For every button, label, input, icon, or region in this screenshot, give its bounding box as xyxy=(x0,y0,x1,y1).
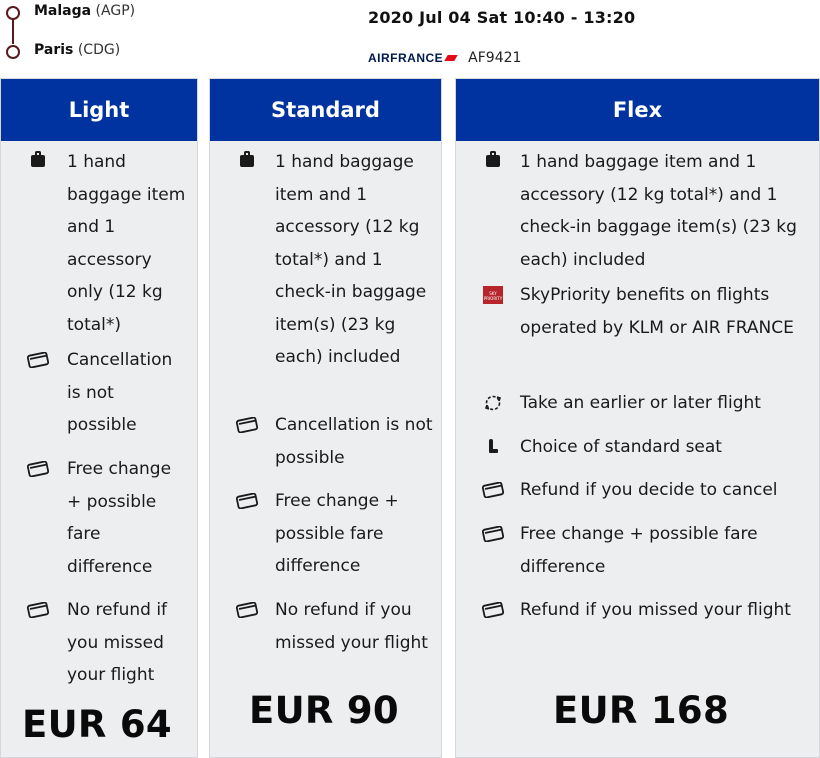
credit-card-icon xyxy=(27,351,49,369)
fare-name-light: Light xyxy=(1,79,197,141)
destination-stop xyxy=(6,41,120,59)
credit-card-icon xyxy=(482,601,504,619)
credit-card-icon xyxy=(236,492,258,510)
seat-icon xyxy=(482,438,504,456)
fare-name-flex: Flex xyxy=(456,79,819,141)
flight-change-icon xyxy=(482,394,504,412)
feature-text: Free change + possible fare difference xyxy=(520,524,758,577)
feature-text: Refund if you decide to cancel xyxy=(520,480,778,500)
destination-dot-icon xyxy=(6,45,20,59)
fare-card-standard[interactable] xyxy=(209,78,442,758)
feature-text: 1 hand baggage item and 1 accessory only (12 kg total*) xyxy=(67,152,186,335)
fare-card-light[interactable] xyxy=(0,78,198,758)
skypriority-icon: SKY PRIORITY xyxy=(482,286,504,304)
price-flex: EUR 168 xyxy=(553,689,730,732)
route-summary xyxy=(0,0,200,70)
baggage-icon xyxy=(236,152,258,170)
baggage-icon xyxy=(482,152,504,170)
feature-text: Choice of standard seat xyxy=(520,437,722,457)
feature-text: Cancellation is not possible xyxy=(275,415,433,468)
feature-text: Refund if you missed your flight xyxy=(520,600,791,620)
fare-name-standard: Standard xyxy=(210,79,441,141)
flight-number: AF9421 xyxy=(468,50,522,66)
price-light: EUR 64 xyxy=(22,703,172,746)
credit-card-icon xyxy=(27,601,49,619)
feature-text: Free change + possible fare difference xyxy=(67,459,172,577)
credit-card-icon xyxy=(482,525,504,543)
credit-card-icon xyxy=(236,416,258,434)
price-standard: EUR 90 xyxy=(249,689,399,732)
origin-code: (AGP) xyxy=(95,3,136,19)
airline-info xyxy=(368,50,521,66)
destination-code: (CDG) xyxy=(77,42,121,58)
feature-text: SkyPriority benefits on flights operated by KLM or AIR FRANCE xyxy=(520,285,794,338)
feature-text: Free change + possible fare difference xyxy=(275,491,399,576)
fare-card-flex[interactable] xyxy=(455,78,820,758)
destination-city: Paris xyxy=(34,42,74,58)
credit-card-icon xyxy=(236,601,258,619)
origin-stop xyxy=(6,2,135,20)
credit-card-icon xyxy=(27,460,49,478)
feature-text: No refund if you missed your flight xyxy=(275,600,428,653)
feature-text: 1 hand baggage item and 1 accessory (12 kg total*) and 1 check-in baggage item(s) (23 kg each) included xyxy=(275,152,427,367)
feature-text: Take an earlier or later flight xyxy=(520,393,761,413)
feature-text: Cancellation is not possible xyxy=(67,350,173,435)
credit-card-icon xyxy=(482,481,504,499)
origin-dot-icon xyxy=(6,6,20,20)
baggage-icon xyxy=(27,152,49,170)
feature-text: No refund if you missed your flight xyxy=(67,600,168,685)
air-france-logo: AIRFRANCE xyxy=(368,51,444,65)
origin-city: Malaga xyxy=(34,3,92,19)
feature-text: 1 hand baggage item and 1 accessory (12 kg total*) and 1 check-in baggage item(s) (23 kg each) included xyxy=(520,152,797,270)
air-france-logo-stripe xyxy=(444,55,457,61)
flight-datetime: 2020 Jul 04 Sat 10:40 - 13:20 xyxy=(368,8,636,27)
